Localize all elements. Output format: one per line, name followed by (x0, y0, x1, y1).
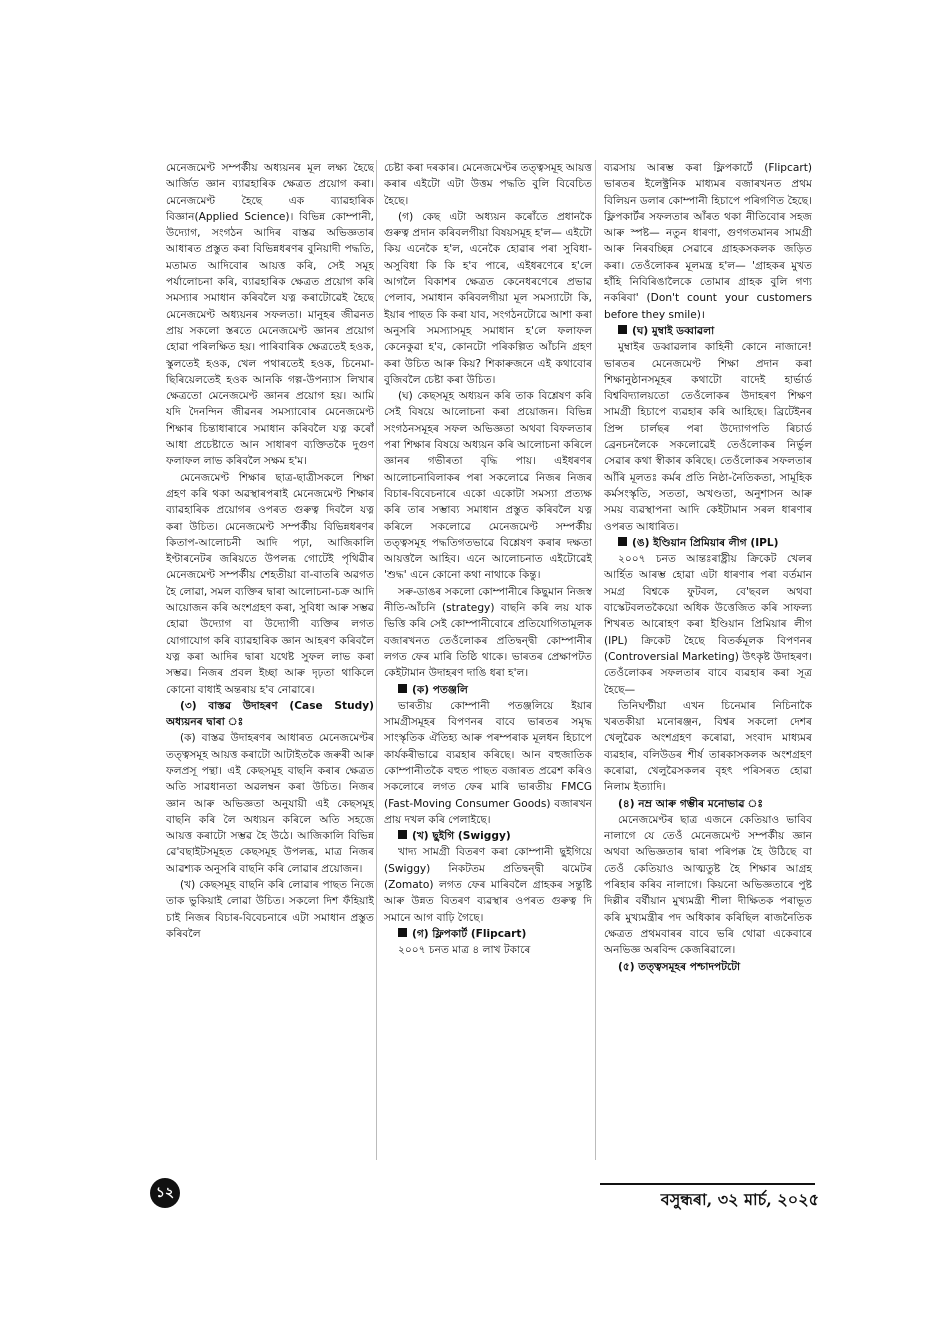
text-column-2 (384, 160, 592, 1170)
square-bullet-icon (618, 325, 627, 334)
paragraph: তিনিঘণ্টীয়া এখন চিনেমাৰ নিচিনাকৈ খৰতকীয়া মনোৰঞ্জন, বিশ্বৰ সকলো দেশৰ খেলুৱৈক অংশগ্ৰহণ কৰোৱা, সংবাদ মাধ্যমৰ ব্যৱহাৰ, বলিউডৰ শীৰ্ষ তাৰকাসকলক অংশগ্ৰহণ কৰোৱা, খেলুৱৈসকলৰ বৃহৎ পৰিসৰত হোৱা নিলাম ইত্যাদি। (604, 699, 812, 794)
column-divider (595, 160, 596, 1160)
text-column-1 (166, 160, 374, 1170)
section-heading: (৩) বাস্তৱ উদাহৰণ (Case Study) অধ্যয়নৰ দ্বাৰা ঃ (166, 699, 374, 729)
paragraph: ২০০৭ চনত মাত্ৰ ৪ লাখ টকাৰে (398, 944, 531, 957)
paragraph: (খ) কেছসমূহ বাছনি কৰি লোৱাৰ পাছত নিজে তাক ভুকিয়াই লোৱা উচিত। সকলো দিশ ফঁহিয়াই চাই নিজৰ বিচাৰ-বিবেচনাৰে এটা সমাধান প্ৰস্তুত কৰিবলৈ (166, 879, 374, 940)
square-bullet-icon (398, 928, 407, 937)
subheading-text: (ঙ) ইণ্ডিয়ান প্ৰিমিয়াৰ লীগ (IPL) (632, 536, 779, 549)
paragraph: মেনেজমেণ্ট শিক্ষাৰ ছাত্ৰ-ছাত্ৰীসকলে শিক্ষা গ্ৰহণ কৰি থকা অৱস্থাৰপৰাই মেনেজমেণ্ট শিক্ষাৰ ব্যাৱহাৰিক প্ৰয়োগৰ ওপৰত গুৰুত্ব দিবলৈ যত্ন কৰা উচিত। মেনেজমেণ্ট সম্পৰ্কীয় বিভিন্নধৰণৰ কিতাপ-আলোচনী আদি পঢ়া, আজিকালি ইণ্টাৰনেটৰ জৰিয়তে উপলব্ধ গোটেই পৃথিৱীৰ মেনেজমেণ্ট সম্পৰ্কীয় শেহতীয়া বা-বাতৰি অৱগত হৈ লোৱা, সমল ব্যক্তিৰ দ্বাৰা আলোচনা-চক্ৰ আদি আয়োজন কৰি অংশগ্ৰহণ কৰা, সুবিধা আৰু সম্ভৱ হোৱা উদ্যোগ বা উদ্যোগী ব্যক্তিৰ লগত যোগাযোগ কৰি ব্যাৱহাৰিক জ্ঞান আহৰণ কৰিবলৈ যত্ন কৰা আদিৰ দ্বাৰা যথেষ্ট সুফল লাভ কৰা সম্ভৱ। নিজৰ প্ৰবল ইচ্ছা আৰু দৃঢ়তা থাকিলে কোনো বাধাই অন্তৰায় হ'ব নোৱাৰে। (166, 471, 374, 696)
text-column-3 (604, 160, 812, 1170)
section-heading: (৫) তত্ত্বসমূহৰ পশ্চাদপটটো (618, 960, 741, 973)
paragraph: (গ) কেছ এটা অধ্যয়ন কৰোঁতে প্ৰধানকৈ গুৰুত্ব প্ৰদান কৰিবলগীয়া বিষয়সমূহ হ'ল— এইটো কিয় এনেকৈ হ'ল, এনেকৈ হোৱাৰ পৰা সুবিধা-অসুবিধা কি কি হ'ব পাৰে, এইধৰণেৰে হ'লে আগলৈ বিকাশৰ ক্ষেত্ৰত কেনেধৰণেৰে প্ৰভাৱ পেলাব, সমাধান কৰিবলগীয়া মূল সমস্যাটো কি, ইয়াৰ পাছত কি কৰা যাব, সংগঠনটোৱে আশা কৰা অনুসৰি সমস্যাসমূহ সমাধান হ'লে ফলাফল কেনেকুৱা হ'ব, কোনটো পৰিকল্পিত আঁচনি গ্ৰহণ কৰা উচিত আৰু কিয়? শিকাৰুজনে এই কথাবোৰ বুজিবলৈ চেষ্টা কৰা উচিত। (384, 210, 592, 386)
paragraph: খাদ্য সামগ্ৰী বিতৰণ কৰা কোম্পানী ছুইগিয়ে (Swiggy) নিকটতম প্ৰতিদ্বন্দ্বী ঝমেটৰ (Zomato) লগত ফেৰ মাৰিবলৈ গ্ৰাহকৰ সন্তুষ্টি আৰু উন্নত বিতৰণ ব্যৱস্থাৰ ওপৰত গুৰুত্ব দি সমানে আগ বাঢ়ি গৈছে। (384, 846, 592, 924)
square-bullet-icon (618, 537, 627, 546)
paragraph: ব্যৱসায় আৰম্ভ কৰা ফ্লিপকাৰ্টে (Flipcart) ভাৰতৰ ইলেক্ট্ৰনিক মাধ্যমৰ বজাৰখনত প্ৰথম বিলিয়ন ডলাৰ কোম্পানী হিচাপে পৰিগণিত হৈছে। ফ্লিপকাৰ্টৰ সফলতাৰ আঁৰত থকা নীতিবোৰ সহজ আৰু স্পষ্ট— নতুন ধাৰণা, গুণগতমানৰ সামগ্ৰী আৰু নিৰবচ্ছিন্ন সেৱাৰে গ্ৰাহকসকলক জড়িত কৰা। তেওঁলোকৰ মূলমন্ত্ৰ হ'ল— 'গ্ৰাহকৰ মুখত হাঁহি নিবিৰিঙালৈকে তোমাৰ গ্ৰাহক বুলি গণ্য নকৰিবা' (Don't count your customers before they smile)। (604, 162, 812, 321)
section-heading: (৪) নম্ৰ আৰু গম্ভীৰ মনোভাৱ ঃ (618, 797, 764, 810)
footer-divider (600, 1183, 815, 1185)
subheading-patanjali (384, 682, 592, 698)
paragraph: ভাৰতীয় কোম্পানী পতঞ্জলিয়ে ইয়াৰ সামগ্ৰীসমূহৰ বিপণনৰ বাবে ভাৰতৰ সমৃদ্ধ সাংস্কৃতিক ঐতিহ্য আৰু পৰম্পৰাক মূলধন হিচাপে কাৰ্যকৰীভাৱে ব্যৱহাৰ কৰিছে। আন বহুজাতিক কোম্পানীতকৈ বহুত পাছত বজাৰত প্ৰৱেশ কৰিও সকলোৰে লগত ফেৰ মাৰি ভাৰতীয় FMCG (Fast-Moving Consumer Goods) বজাৰখন প্ৰায় দখল কৰি পেলাইছে। (384, 699, 592, 826)
subheading-text: (গ) ফ্লিপকাৰ্ট (Flipcart) (412, 927, 527, 940)
subheading-mumbai-dabbawala (604, 323, 812, 339)
paragraph: মেনেজমেণ্টৰ ছাত্ৰ এজনে কেতিয়াও ভাবিব নালাগে যে তেওঁ মেনেজমেণ্ট সম্পৰ্কীয় জ্ঞান অথবা অভিজ্ঞতাৰ দ্বাৰা পৰিপক্ক হৈ উঠিছে বা তেওঁ কেতিয়াও আত্মতুষ্ট হৈ শিক্ষাৰ আগ্ৰহ পৰিহাৰ কৰিব নালাগে। কিয়নো অভিজ্ঞতাৰে পুষ্ট দিল্লীৰ বৰ্ষীয়ান মুখ্যমন্ত্ৰী শীলা দীক্ষিতক পৰাভূত কৰি মুখ্যমন্ত্ৰীৰ পদ অধিকাৰ কৰিছিল ৰাজনৈতিক ক্ষেত্ৰত প্ৰথমবাৰৰ বাবে ভৰি থোৱা একেবাৰে অনভিজ্ঞ অৰবিন্দ কেজৰিৱালে। (604, 813, 812, 957)
column-divider (376, 160, 377, 1160)
subheading-ipl (604, 535, 812, 551)
paragraph: ২০০৭ চনত আন্তঃৰাষ্ট্ৰীয় ক্ৰিকেট খেলৰ আৰ্হিত আৰম্ভ হোৱা এটা ধাৰণাৰ পৰা বৰ্তমান সমগ্ৰ বিশ্বকে ফুটবল, বে'ছবল অথবা বাস্কেটবলতকৈয়ো অধিক উত্তেজিত কৰি সাফল্য শিখৰত আৰোহণ কৰা ইণ্ডিয়ান প্ৰিমিয়াৰ লীগ (IPL) ক্ৰিকেট হৈছে বিতৰ্কমূলক বিপণনৰ (Controversial Marketing) উৎকৃষ্ট উদাহৰণ। তেওঁলোকৰ সফলতাৰ বাবে ব্যৱহাৰ কৰা সূত্ৰ হৈছে— (604, 553, 812, 696)
paragraph: (ঘ) কেছসমূহ অধ্যয়ন কৰি তাক বিশ্লেষণ কৰি সেই বিষয়ে আলোচনা কৰা প্ৰয়োজন। বিভিন্ন সংগঠনসমূহৰ সফল অভিজ্ঞতা অথবা বিফলতাৰ পৰা শিক্ষাৰ বিষয়ে অধ্যয়ন কৰি আলোচনা কৰিলে জ্ঞানৰ গভীৰতা বৃদ্ধি পায়। এইধৰণৰ আলোচনাবিলাকৰ পৰা সকলোৱে নিজৰ নিজৰ বিচাৰ-বিবেচনাৰে একো একোটা সমস্যা প্ৰত্যক্ষ কৰি তাৰ সম্ভাব্য সমাধান প্ৰস্তুত কৰিবলৈ যত্ন কৰিলে সকলোৱে মেনেজমেণ্ট সম্পৰ্কীয় তত্ত্বসমূহ পদ্ধতিগতভাৱে বিশ্লেষণ কৰাৰ দক্ষতা আয়ত্তলৈ আহিব। এনে আলোচনাত এইটোৱেই 'শুদ্ধ' এনে কোনো কথা নাথাকে কিন্তু। (384, 390, 592, 582)
subheading-text: (খ) ছুইগি (Swiggy) (412, 830, 511, 843)
subheading-swiggy (384, 828, 592, 844)
subheading-text: (ঘ) মুম্বাই ডব্বাৱলা (632, 324, 715, 337)
paragraph: চেষ্টা কৰা দৰকাৰ। মেনেজমেণ্টৰ তত্ত্বসমূহ আয়ত্ত কৰাৰ এইটো এটা উত্তম পদ্ধতি বুলি বিবেচিত হৈছে। (384, 162, 592, 207)
footer-publication-date: বসুন্ধৰা, ৩২ মাৰ্চ, ২০২৫ (660, 1190, 819, 1209)
square-bullet-icon (398, 684, 407, 693)
subheading-flipcart (384, 926, 592, 942)
paragraph: মেনেজমেণ্ট সম্পৰ্কীয় অধ্যয়নৰ মূল লক্ষ্য হৈছে আৰ্জিত জ্ঞান ব্যাৱহাৰিক ক্ষেত্ৰত প্ৰয়োগ কৰা। মেনেজমেণ্ট হৈছে এক ব্যাৱহাৰিক বিজ্ঞান(Applied Science)। বিভিন্ন কোম্পানী, উদ্যোগ, সংগঠন আদিৰ বাস্তৱ অভিজ্ঞতাৰ আধাৰত প্ৰস্তুত কৰা বিভিন্নধৰণৰ বুনিয়াদী পদ্ধতি, মতামত আদিবোৰ আয়ত্ত কৰি, সেই সমূহ পৰ্যালোচনা কৰি, ব্যাৱহাৰিক ক্ষেত্ৰত প্ৰয়োগ কৰি সমস্যাৰ সমাধান কৰিবলৈ যত্ন কৰাটোৱেই হৈছে মেনেজমেণ্ট অধ্যয়নৰ সফলতা। মানুহৰ জীৱনত প্ৰায় সকলো স্তৰতে মেনেজমেণ্ট জ্ঞানৰ প্ৰয়োগ হোৱা পৰিলক্ষিত হয়। পাৰিবাৰিক ক্ষেত্ৰতেই হওক, স্কুলতেই হওক, খেল পথাৰতেই হওক, চিনেমা-ছিৰিয়েলতেই হওক আনকি গল্প-উপন্যাস লিখাৰ ক্ষেত্ৰতো মেনেজমেণ্ট জ্ঞানৰ প্ৰয়োগ হয়। আমি যদি দৈনন্দিন জীৱনৰ সমস্যাবোৰ মেনেজমেণ্ট শিক্ষাৰ চিন্তাধাৰাৰে সমাধান কৰিবলৈ যত্ন কৰোঁ আধা প্ৰচেষ্টাতে আন সাধাৰণ ব্যক্তিতকৈ দুগুণ ফলাফল লাভ কৰিবলৈ সক্ষম হ'ম। (166, 162, 374, 468)
paragraph: (ক) বাস্তৱ উদাহৰণৰ আধাৰত মেনেজমেণ্টৰ তত্ত্বসমূহ আয়ত্ত কৰাটো আটাইতকৈ জৰুৰী আৰু ফলপ্ৰসূ পন্থা। এই কেছসমূহ বাছনি কৰাৰ ক্ষেত্ৰত অতি সাৱধানতা অৱলম্বন কৰা উচিত। নিজৰ জ্ঞান আৰু অভিজ্ঞতা অনুযায়ী এই কেছসমূহ বাছনি কৰি লৈ অধ্যয়ন কৰিলে অতি সহজে আয়ত্ত কৰাটো সম্ভৱ হৈ উঠে। আজিকালি বিভিন্ন ৱে'বছাইটসমূহত কেছসমূহ উপলব্ধ, মাত্ৰ নিজৰ আৱশ্যক অনুসৰি বাছনি কৰি লোৱাৰ প্ৰয়োজন। (166, 732, 374, 875)
page-number-badge: ১২ (150, 1178, 180, 1208)
paragraph: মুম্বাইৰ ডব্বাৱলাৰ কাহিনী কোনে নাজানে! ভাৰতৰ মেনেজমেণ্ট শিক্ষা প্ৰদান কৰা শিক্ষানুষ্ঠানসমূহৰ কথাটো বাদেই হাৰ্ভাৰ্ড বিশ্ববিদ্যালয়তো তেওঁলোকৰ উদাহৰণ শিক্ষণ সামগ্ৰী হিচাপে ব্যৱহাৰ কৰি আহিছে। ব্ৰিটেইনৰ প্ৰিন্স চাৰ্লছৰ পৰা উদ্যোগপতি ৰিচাৰ্ড ব্ৰেনচনলৈকে সকলোৱেই তেওঁলোকৰ নিৰ্ভুল সেৱাৰ কথা স্বীকাৰ কৰিছে। তেওঁলোকৰ সফলতাৰ আঁৰি মূলতঃ কৰ্মৰ প্ৰতি নিষ্ঠা-নৈতিকতা, সামূহিক কৰ্মসংস্কৃতি, সততা, অখণ্ডতা, অনুশাসন আৰু সময় ব্যৱস্থাপনা আদি কেইটামান সৰল ধাৰণাৰ ওপৰত আধাৰিত। (604, 341, 812, 533)
subheading-text: (ক) পতঞ্জলি (412, 683, 468, 696)
paragraph: সৰু-ডাঙৰ সকলো কোম্পানীৰে কিছুমান নিজস্ব নীতি-আঁচনি (strategy) বাছনি কৰি লয় যাক ভিত্তি কৰি সেই কোম্পানীবোৰে প্ৰতিযোগিতামূলক বজাৰখনত তেওঁলোকৰ প্ৰতিদ্বন্দ্বী কোম্পানীৰ লগত ফেৰ মাৰি তিষ্ঠি থাকে। ভাৰতৰ প্ৰেক্ষাপটত কেইটামান উদাহৰণ দাঙি ধৰা হ'ল। (384, 585, 592, 680)
square-bullet-icon (398, 830, 407, 839)
